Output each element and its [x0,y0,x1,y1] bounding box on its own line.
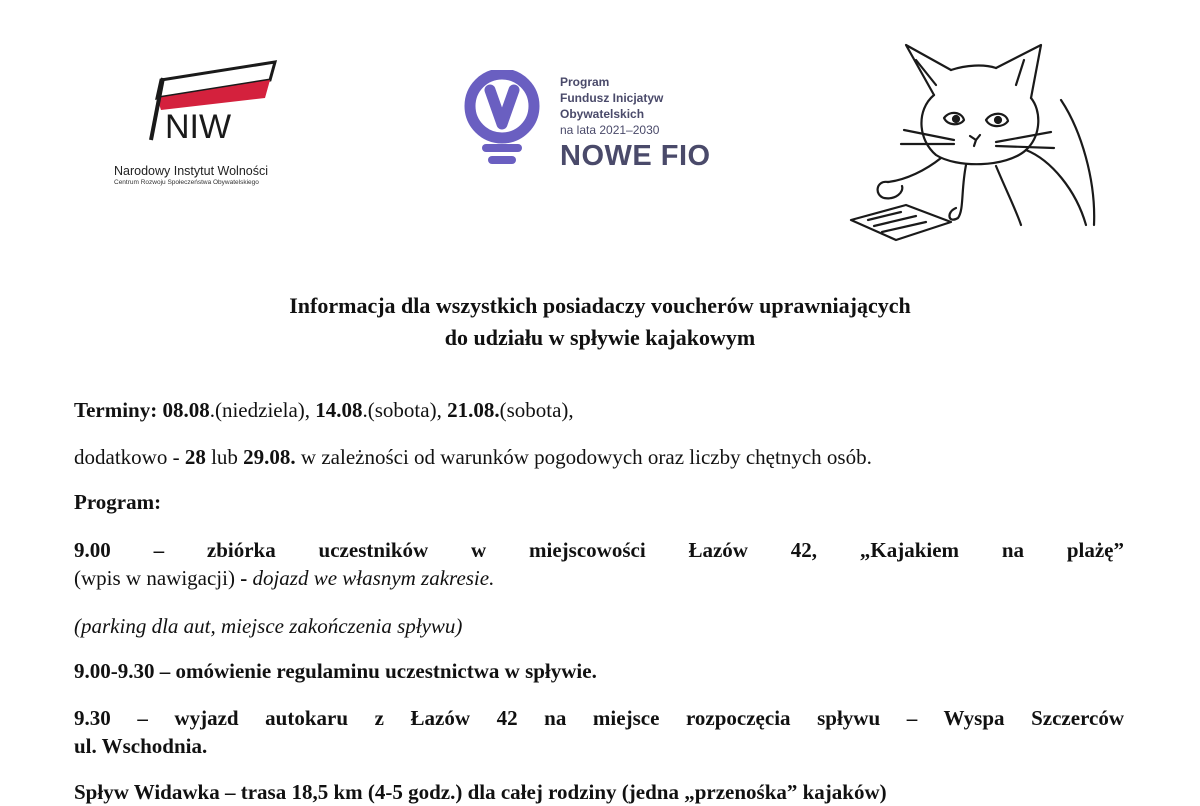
title-line-2: do udziału w spływie kajakowym [444,325,756,350]
program-item-1 [74,536,1124,592]
item1-line2-italic: dojazd we własnym zakresie. [252,566,495,590]
terms-label: Terminy: [74,398,158,422]
item3-line2: ul. Wschodnia. [74,734,208,758]
extra-date-2: 29.08. [243,445,296,469]
program-item-2: 9.00-9.30 – omówienie regulaminu uczestnictwa w spływie. [74,659,597,683]
niw-flag-icon [135,58,295,153]
term-date-3: 21.08. [447,398,500,422]
niw-logo [110,58,310,193]
title-line-1: Informacja dla wszystkich posiadaczy voucherów uprawniających [289,293,911,318]
item3-line1: 9.30 – wyjazd autokaru z Łazów 42 na miejsce rozpoczęcia spływu – Wyspa Szczerców [74,706,1124,730]
extra-mid: lub [205,445,244,469]
term-day-2: .(sobota), [362,398,448,422]
fio-line2: Fundusz Inicjatyw [560,91,664,105]
niw-name: Narodowy Instytut Wolności [114,164,268,178]
item1-line2 [74,564,1124,592]
fio-brand: NOWE FIO [560,140,711,172]
item1-line1: 9.00 – zbiórka uczestników w miejscowości Łazów 42, „Kajakiem na plażę” [74,538,1124,562]
program-item-4: Spływ Widawka – trasa 18,5 km (4-5 godz.) dla całej rodziny (jedna „przenośka” kajaków) [74,780,887,804]
term-day-3: (sobota), [499,398,574,422]
item1-line2-dash: - [240,566,253,590]
program-item-3 [74,704,1124,760]
term-day-1: .(niedziela), [209,398,316,422]
document-title [0,290,1200,354]
lightbulb-icon [460,70,550,175]
parking-note: (parking dla aut, miejsce zakończenia spływu) [74,614,463,638]
niw-mark-text: NIW [165,108,232,146]
extra-prefix: dodatkowo - [74,445,185,469]
terms-paragraph [74,396,1124,424]
term-date-2: 14.08 [315,398,363,422]
item1-line2-normal: (wpis w nawigacji) [74,566,241,590]
niw-subtitle: Centrum Rozwoju Społeczeństwa Obywatelskiego [114,179,259,186]
term-date-1: 08.08 [162,398,210,422]
fio-line3: Obywatelskich [560,107,645,121]
cat-writing-icon [846,40,1101,245]
fio-years: na lata 2021–2030 [560,123,660,137]
program-label: Program: [74,490,162,514]
fio-line1: Program [560,75,610,89]
extra-suffix: w zależności od warunków pogodowych oraz liczby chętnych osób. [295,445,872,469]
nowe-fio-logo [460,70,760,180]
extra-dates-paragraph [74,443,1124,471]
extra-date-1: 28 [184,445,206,469]
